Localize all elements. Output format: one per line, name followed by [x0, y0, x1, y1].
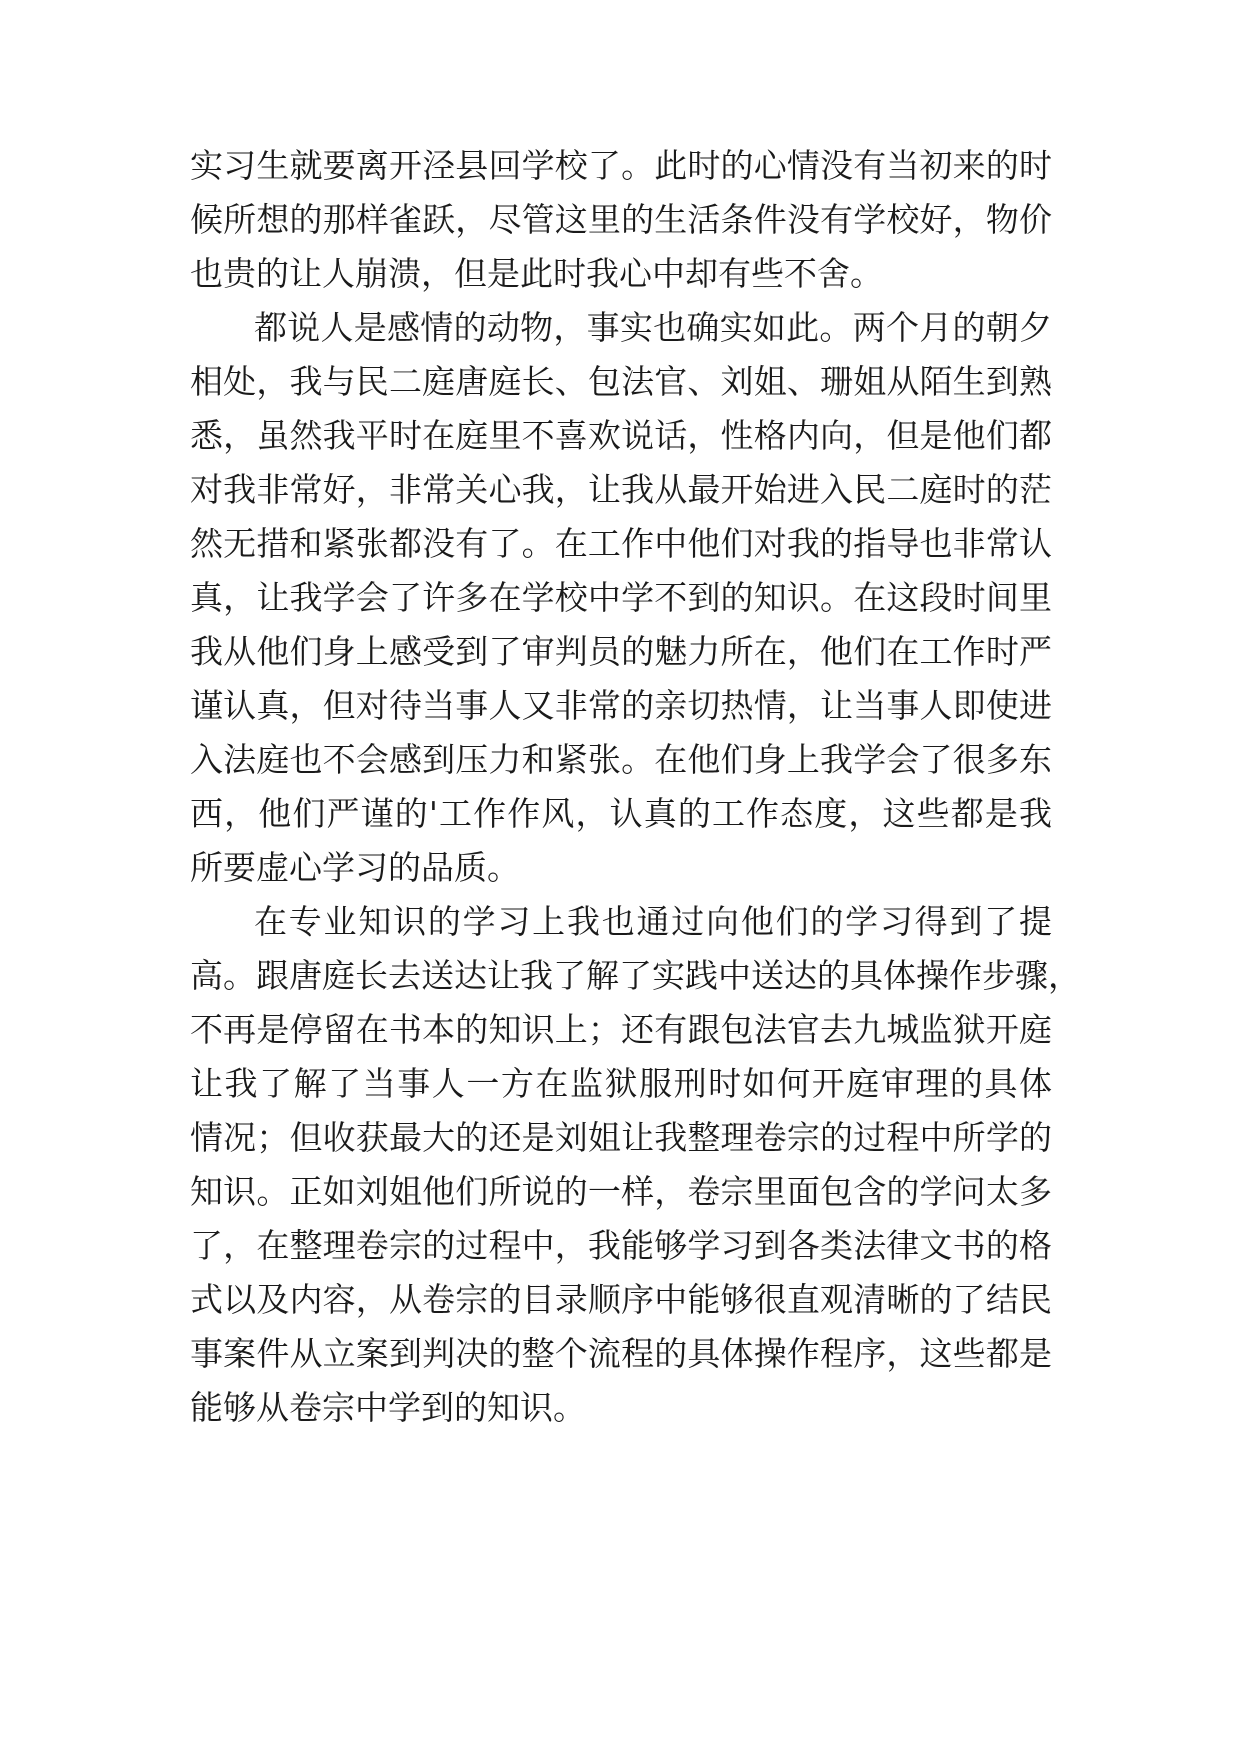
- paragraph-3-line-10: 能够从卷宗中学到的知识。: [190, 1388, 586, 1427]
- paragraph-2-line-7: 我从他们身上感受到了审判员的魅力所在，他们在工作时严: [190, 632, 1052, 671]
- paragraph-2-line-2: 相处，我与民二庭唐庭长、包法官、刘姐、珊姐从陌生到熟: [190, 362, 1052, 401]
- paragraph-3-line-4: 让我了解了当事人一方在监狱服刑时如何开庭审理的具体: [190, 1064, 1052, 1103]
- paragraph-1-line-2: 候所想的那样雀跃，尽管这里的生活条件没有学校好，物价: [190, 200, 1052, 239]
- paragraph-3-line-9: 事案件从立案到判决的整个流程的具体操作程序，这些都是: [190, 1334, 1052, 1373]
- paragraph-2-line-3: 悉，虽然我平时在庭里不喜欢说话，性格内向，但是他们都: [190, 416, 1052, 455]
- paragraph-3-line-1: 在专业知识的学习上我也通过向他们的学习得到了提: [254, 902, 1052, 941]
- paragraph-2-line-9: 入法庭也不会感到压力和紧张。在他们身上我学会了很多东: [190, 740, 1052, 779]
- paragraph-3-line-6: 知识。正如刘姐他们所说的一样，卷宗里面包含的学问太多: [190, 1172, 1052, 1211]
- paragraph-3-line-5: 情况；但收获最大的还是刘姐让我整理卷宗的过程中所学的: [190, 1118, 1052, 1157]
- paragraph-3-line-7: 了，在整理卷宗的过程中，我能够学习到各类法律文书的格: [190, 1226, 1052, 1265]
- paragraph-1-line-3: 也贵的让人崩溃，但是此时我心中却有些不舍。: [190, 254, 883, 293]
- paragraph-2-line-4: 对我非常好，非常关心我，让我从最开始进入民二庭时的茫: [190, 470, 1052, 509]
- paragraph-2-line-11: 所要虚心学习的品质。: [190, 848, 520, 887]
- paragraph-3-line-3: 不再是停留在书本的知识上；还有跟包法官去九城监狱开庭: [190, 1010, 1052, 1049]
- paragraph-3-line-8: 式以及内容，从卷宗的目录顺序中能够很直观清晰的了结民: [190, 1280, 1052, 1319]
- paragraph-2-line-10: 西，他们严谨的'工作作风，认真的工作态度，这些都是我: [190, 794, 1052, 833]
- paragraph-2-line-5: 然无措和紧张都没有了。在工作中他们对我的指导也非常认: [190, 524, 1052, 563]
- paragraph-3-line-2: 高。跟唐庭长去送达让我了解了实践中送达的具体操作步骤，: [190, 956, 1081, 995]
- paragraph-2-line-8: 谨认真，但对待当事人又非常的亲切热情，让当事人即使进: [190, 686, 1052, 725]
- paragraph-2-line-1: 都说人是感情的动物，事实也确实如此。两个月的朝夕: [254, 308, 1052, 347]
- paragraph-2-line-6: 真，让我学会了许多在学校中学不到的知识。在这段时间里: [190, 578, 1052, 617]
- paragraph-1-line-1: 实习生就要离开泾县回学校了。此时的心情没有当初来的时: [190, 146, 1052, 185]
